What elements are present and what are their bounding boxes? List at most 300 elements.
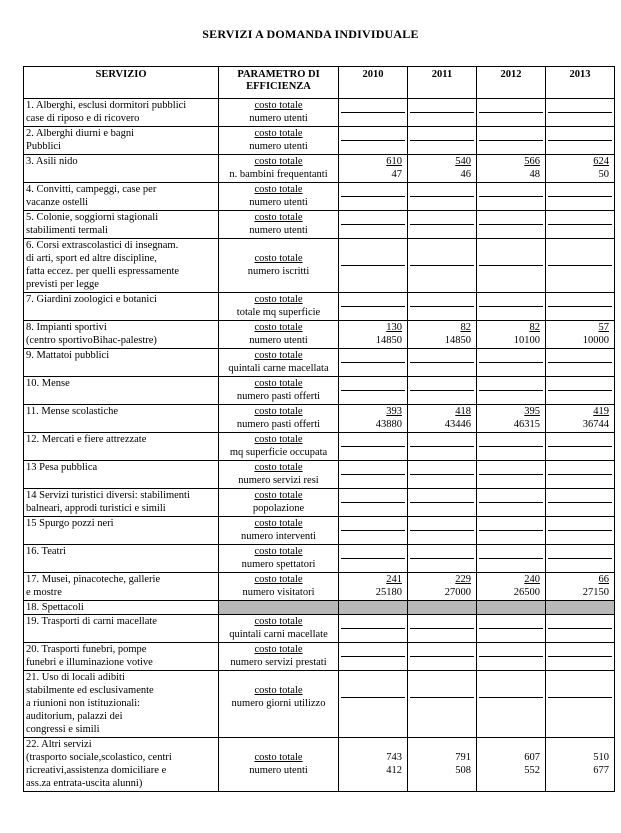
cost-value: 624 (593, 156, 609, 167)
unit-value (341, 391, 405, 404)
cost-value (410, 183, 474, 197)
spacer (410, 671, 474, 684)
unit-value (410, 391, 474, 404)
unit-value (479, 629, 543, 642)
year-value-cell (546, 643, 615, 671)
year-value-cell (477, 155, 546, 183)
unit-value (479, 531, 543, 544)
cost-value (479, 433, 543, 447)
parameter-cost-label: costo totale (254, 128, 303, 139)
unit-value: 14850 (444, 335, 471, 346)
cost-value: 743 (386, 752, 402, 763)
unit-value (479, 698, 543, 711)
year-value-cell (339, 489, 408, 517)
year-value-cell (546, 127, 615, 155)
cost-value (548, 183, 612, 197)
service-label-line: 10. Mense (26, 378, 70, 389)
table-row (24, 573, 615, 601)
cost-value: 607 (524, 752, 540, 763)
year-value-cell (339, 211, 408, 239)
unit-value (410, 559, 474, 572)
cost-value (548, 545, 612, 559)
year-value-cell (339, 643, 408, 671)
table-row (24, 127, 615, 155)
cost-value (410, 489, 474, 503)
unit-value (341, 629, 405, 642)
table-row (24, 489, 615, 517)
cost-value: 57 (598, 322, 609, 333)
year-value-cell (339, 461, 408, 489)
year-value-cell (339, 377, 408, 405)
parameter-cost-label: costo totale (254, 156, 303, 167)
service-cell (24, 601, 219, 615)
year-value-cell (546, 99, 615, 127)
year-value-cell (339, 183, 408, 211)
parameter-unit-label: numero visitatori (242, 587, 315, 598)
service-label-line: 9. Mattatoi pubblici (26, 350, 110, 361)
service-label-line: 3. Asili nido (26, 156, 78, 167)
service-label-line: stabilimenti termali (26, 225, 108, 236)
service-cell (24, 738, 219, 792)
unit-value (479, 657, 543, 670)
cost-value (548, 517, 612, 531)
unit-value (479, 559, 543, 572)
year-value-cell (339, 127, 408, 155)
unit-value (341, 197, 405, 210)
parameter-unit-label: numero utenti (249, 113, 308, 124)
cost-value (341, 684, 405, 698)
year-value-cell (477, 183, 546, 211)
table-row (24, 321, 615, 349)
year-value-cell (339, 349, 408, 377)
year-value-cell (546, 405, 615, 433)
unit-value: 43880 (375, 419, 402, 430)
cost-value (479, 127, 543, 141)
service-label-line: a riunioni non istituzionali: (26, 698, 141, 709)
unit-value: 412 (386, 765, 402, 776)
cost-value (410, 433, 474, 447)
cost-value: 419 (593, 406, 609, 417)
service-cell (24, 321, 219, 349)
unit-value (341, 307, 405, 320)
cost-value: 229 (455, 574, 471, 585)
cost-value (410, 127, 474, 141)
service-cell (24, 349, 219, 377)
unit-value: 48 (529, 169, 540, 180)
parameter-unit-label: quintali carni macellate (229, 629, 328, 640)
year-value-cell (408, 405, 477, 433)
cost-value (479, 99, 543, 113)
service-label-line (26, 306, 216, 319)
service-label-line: 19. Trasporti di carni macellate (26, 616, 157, 627)
year-value-cell (477, 349, 546, 377)
year-value-cell (546, 321, 615, 349)
year-value-cell (477, 643, 546, 671)
parameter-unit-label: numero giorni utilizzo (231, 698, 326, 709)
year-value-cell (546, 155, 615, 183)
unit-value (410, 447, 474, 460)
year-value-cell (477, 293, 546, 321)
unit-value (479, 197, 543, 210)
header-year: 2010 (339, 67, 408, 99)
cost-value (410, 615, 474, 629)
parameter-cell (219, 433, 339, 461)
service-label-line: balneari, approdi turistici e simili (26, 503, 166, 514)
unit-value (341, 657, 405, 670)
unit-value: 508 (455, 765, 471, 776)
service-label-line: 11. Mense scolastiche (26, 406, 119, 417)
year-value-cell (339, 239, 408, 293)
year-value-cell (339, 738, 408, 792)
parameter-cell (219, 183, 339, 211)
spacer (221, 671, 336, 684)
year-value-cell (477, 99, 546, 127)
services-table (23, 66, 615, 792)
table-row (24, 615, 615, 643)
table-body (24, 99, 615, 792)
cost-value: 240 (524, 574, 540, 585)
parameter-cost-label: costo totale (254, 490, 303, 501)
year-value-cell (408, 643, 477, 671)
parameter-cost-label: costo totale (254, 752, 303, 763)
service-cell (24, 517, 219, 545)
year-value-cell (546, 671, 615, 738)
parameter-cost-label: costo totale (254, 574, 303, 585)
unit-value (548, 503, 612, 516)
service-cell (24, 643, 219, 671)
cost-value (479, 183, 543, 197)
spacer (548, 671, 612, 684)
table-row (24, 293, 615, 321)
service-label-line: e mostre (26, 587, 62, 598)
year-value-cell (408, 99, 477, 127)
service-label-line: 20. Trasporti funebri, pompe (26, 644, 147, 655)
service-cell (24, 461, 219, 489)
service-label-line (26, 530, 216, 543)
cost-value (548, 461, 612, 475)
cost-value (341, 252, 405, 266)
cost-value (479, 643, 543, 657)
service-label-line: 14 Servizi turistici diversi: stabilimenti (26, 490, 190, 501)
header-row (24, 67, 615, 99)
parameter-cell (219, 127, 339, 155)
cost-value (479, 252, 543, 266)
service-label-line (26, 362, 216, 375)
unit-value: 552 (524, 765, 540, 776)
parameter-cost-label: costo totale (254, 406, 303, 417)
cost-value (410, 643, 474, 657)
table-row (24, 405, 615, 433)
service-label-line: 7. Giardini zoologici e botanici (26, 294, 157, 305)
service-label-line: di arti, sport ed altre discipline, (26, 253, 157, 264)
cost-value (341, 127, 405, 141)
unit-value (341, 141, 405, 154)
spacer (221, 738, 336, 751)
table-row (24, 433, 615, 461)
parameter-unit-label: numero utenti (249, 765, 308, 776)
parameter-cell (219, 738, 339, 792)
service-label-line: 15 Spurgo pozzi neri (26, 518, 114, 529)
unit-value (479, 503, 543, 516)
year-value-cell (546, 183, 615, 211)
year-value-cell (408, 349, 477, 377)
unit-value (410, 266, 474, 279)
spacer (341, 239, 405, 252)
cost-value: 241 (386, 574, 402, 585)
service-label-line: 5. Colonie, soggiorni stagionali (26, 212, 159, 223)
unit-value: 25180 (375, 587, 402, 598)
service-cell (24, 293, 219, 321)
parameter-cost-label: costo totale (254, 100, 303, 111)
service-label-line: 22. Altri servizi (26, 739, 92, 750)
cost-value (341, 643, 405, 657)
cost-value (410, 684, 474, 698)
unit-value (410, 531, 474, 544)
year-value-cell (477, 517, 546, 545)
service-label-line: vacanze ostelli (26, 197, 89, 208)
unit-value (410, 657, 474, 670)
parameter-unit-label: mq superficie occupata (229, 447, 328, 458)
header-parametro-line2: EFFICIENZA (246, 81, 311, 92)
unit-value (479, 113, 543, 126)
unit-value (341, 531, 405, 544)
unit-value (410, 307, 474, 320)
parameter-cost-label: costo totale (254, 434, 303, 445)
service-label-line (26, 418, 216, 431)
year-value-cell (477, 405, 546, 433)
service-label-line: 1. Alberghi, esclusi dormitori pubblici (26, 100, 187, 111)
unit-value: 46 (460, 169, 471, 180)
service-label-line: 16. Teatri (26, 546, 66, 557)
spacer (548, 738, 612, 751)
service-label-line: 8. Impianti sportivi (26, 322, 107, 333)
cost-value: 395 (524, 406, 540, 417)
service-cell (24, 615, 219, 643)
parameter-cost-label: costo totale (254, 378, 303, 389)
year-value-cell (477, 738, 546, 792)
unit-value (548, 141, 612, 154)
cost-value (548, 252, 612, 266)
year-value-cell (546, 433, 615, 461)
cost-value: 791 (455, 752, 471, 763)
parameter-unit-label: numero utenti (249, 225, 308, 236)
spacer (341, 671, 405, 684)
header-year: 2013 (546, 67, 615, 99)
unit-value: 10100 (513, 335, 540, 346)
greyed-cell (339, 601, 408, 615)
parameter-cost-label: costo totale (254, 253, 303, 264)
unit-value (479, 141, 543, 154)
header-year: 2011 (408, 67, 477, 99)
cost-value (341, 517, 405, 531)
year-value-cell (408, 545, 477, 573)
parameter-cell (219, 615, 339, 643)
service-label-line: previsti per legge (26, 279, 99, 290)
year-value-cell (408, 671, 477, 738)
unit-value (548, 629, 612, 642)
cost-value: 130 (386, 322, 402, 333)
year-value-cell (339, 517, 408, 545)
unit-value (341, 113, 405, 126)
parameter-unit-label: numero servizi prestati (230, 657, 327, 668)
parameter-cell (219, 643, 339, 671)
unit-value (410, 629, 474, 642)
cost-value (548, 377, 612, 391)
unit-value: 27000 (444, 587, 471, 598)
table-row (24, 671, 615, 738)
parameter-cell (219, 155, 339, 183)
service-cell (24, 99, 219, 127)
year-value-cell (477, 211, 546, 239)
unit-value (410, 225, 474, 238)
year-value-cell (339, 671, 408, 738)
year-value-cell (408, 517, 477, 545)
unit-value (341, 447, 405, 460)
cost-value (548, 293, 612, 307)
parameter-cost-label: costo totale (254, 322, 303, 333)
parameter-cell (219, 671, 339, 738)
year-value-cell (339, 321, 408, 349)
greyed-cell (546, 601, 615, 615)
year-value-cell (408, 321, 477, 349)
year-value-cell (408, 489, 477, 517)
parameter-cell (219, 321, 339, 349)
unit-value (410, 698, 474, 711)
year-value-cell (339, 433, 408, 461)
unit-value (548, 197, 612, 210)
unit-value (548, 266, 612, 279)
service-label-line: (centro sportivoBihac-palestre) (26, 335, 157, 346)
cost-value (341, 489, 405, 503)
cost-value (410, 517, 474, 531)
year-value-cell (339, 293, 408, 321)
unit-value (479, 475, 543, 488)
parameter-unit-label: quintali carne macellata (228, 363, 329, 374)
parameter-unit-label: numero pasti offerti (236, 419, 321, 430)
cost-value (548, 127, 612, 141)
year-value-cell (339, 615, 408, 643)
cost-value: 418 (455, 406, 471, 417)
year-value-cell (477, 545, 546, 573)
cost-value (548, 99, 612, 113)
cost-value (341, 293, 405, 307)
unit-value: 46315 (513, 419, 540, 430)
parameter-cost-label: costo totale (254, 644, 303, 655)
unit-value (410, 503, 474, 516)
unit-value (548, 391, 612, 404)
parameter-cost-label: costo totale (254, 212, 303, 223)
year-value-cell (546, 615, 615, 643)
unit-value (410, 113, 474, 126)
service-label-line: 6. Corsi extrascolastici di insegnam. (26, 240, 179, 251)
unit-value (548, 559, 612, 572)
header-parametro (219, 67, 339, 99)
parameter-cost-label: costo totale (254, 184, 303, 195)
year-value-cell (546, 211, 615, 239)
parameter-unit-label: numero spettatori (241, 559, 316, 570)
table-row (24, 517, 615, 545)
service-label-line: ass.za entrata-uscita alunni) (26, 778, 143, 789)
spacer (479, 738, 543, 751)
unit-value (548, 225, 612, 238)
year-value-cell (408, 293, 477, 321)
cost-value (479, 349, 543, 363)
unit-value (410, 141, 474, 154)
unit-value (341, 475, 405, 488)
parameter-cell (219, 211, 339, 239)
unit-value (548, 447, 612, 460)
year-value-cell (546, 489, 615, 517)
service-label-line (26, 446, 216, 459)
cost-value (548, 349, 612, 363)
cost-value (479, 615, 543, 629)
service-label-line: 4. Convitti, campeggi, case per (26, 184, 157, 195)
unit-value (341, 503, 405, 516)
year-value-cell (339, 573, 408, 601)
unit-value (479, 363, 543, 376)
unit-value (341, 559, 405, 572)
unit-value: 50 (598, 169, 609, 180)
cost-value: 66 (598, 574, 609, 585)
parameter-cell (219, 293, 339, 321)
cost-value (410, 545, 474, 559)
unit-value: 677 (593, 765, 609, 776)
service-label-line: 13 Pesa pubblica (26, 462, 98, 473)
year-value-cell (546, 573, 615, 601)
year-value-cell (477, 461, 546, 489)
year-value-cell (546, 293, 615, 321)
service-cell (24, 671, 219, 738)
year-value-cell (546, 377, 615, 405)
cost-value (548, 489, 612, 503)
service-label-line: ricreativi,assistenza domiciliare e (26, 765, 167, 776)
service-label-line: 12. Mercati e fiere attrezzate (26, 434, 147, 445)
parameter-cell (219, 349, 339, 377)
parameter-unit-label: numero utenti (249, 141, 308, 152)
parameter-cost-label: costo totale (254, 616, 303, 627)
unit-value (479, 307, 543, 320)
greyed-cell (408, 601, 477, 615)
header-servizio: SERVIZIO (24, 67, 219, 99)
service-cell (24, 377, 219, 405)
cost-value (410, 293, 474, 307)
service-cell (24, 183, 219, 211)
cost-value (341, 349, 405, 363)
parameter-cell (219, 545, 339, 573)
service-cell (24, 127, 219, 155)
unit-value (341, 363, 405, 376)
parameter-cell (219, 517, 339, 545)
table-row (24, 601, 615, 615)
service-cell (24, 211, 219, 239)
parameter-cell (219, 239, 339, 293)
service-cell (24, 405, 219, 433)
year-value-cell (477, 433, 546, 461)
service-label-line: 17. Musei, pinacoteche, gallerie (26, 574, 161, 585)
table-row (24, 461, 615, 489)
year-value-cell (408, 461, 477, 489)
service-cell (24, 489, 219, 517)
cost-value (479, 377, 543, 391)
unit-value: 27150 (582, 587, 609, 598)
cost-value (341, 377, 405, 391)
parameter-unit-label: numero pasti offerti (236, 391, 321, 402)
unit-value (410, 363, 474, 376)
service-label-line: 21. Uso di locali adibiti (26, 672, 125, 683)
year-value-cell (339, 405, 408, 433)
service-label-line: auditorium, palazzi dei (26, 711, 123, 722)
unit-value (410, 475, 474, 488)
